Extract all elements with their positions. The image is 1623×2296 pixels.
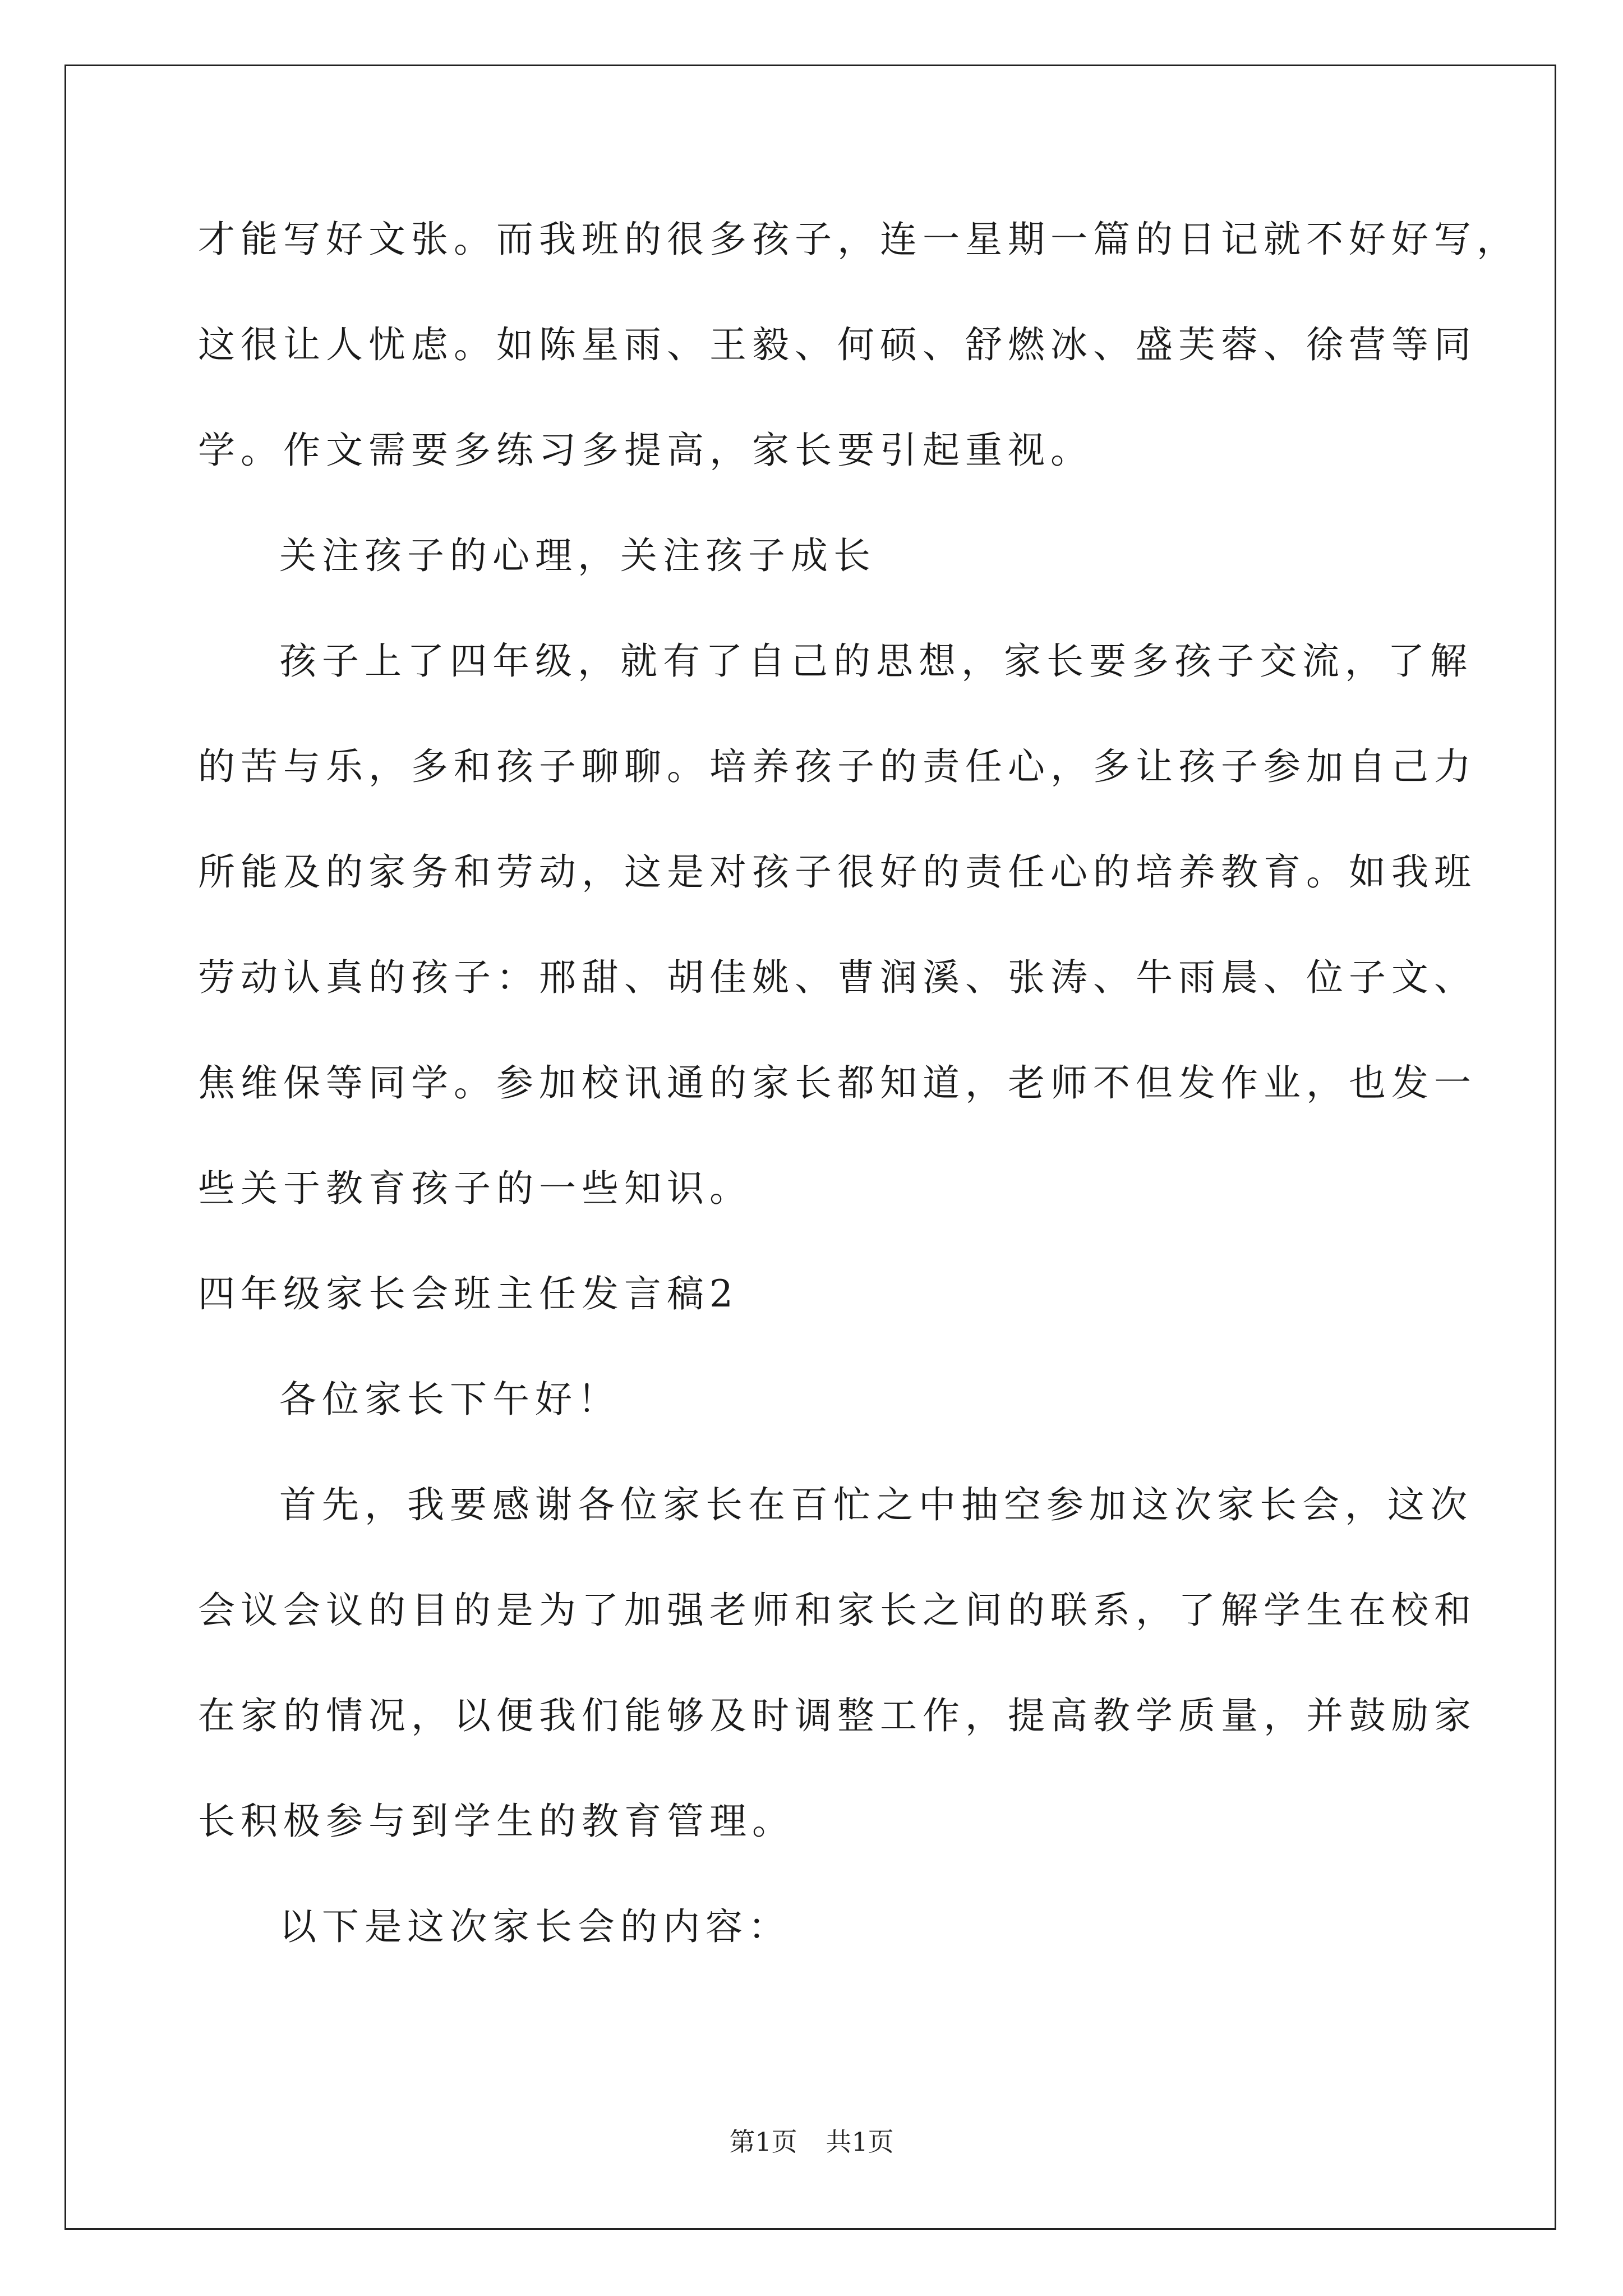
paragraph-line: 才能写好文张。而我班的很多孩子，连一星期一篇的日记就不好好写， [198,218,1519,261]
paragraph-line: 学。作文需要多练习多提高，家长要引起重视。 [198,429,1093,472]
page-number-current: 第1页 [729,2127,797,2157]
paragraph-line: 孩子上了四年级，就有了自己的思想，家长要多孩子交流，了解 [279,639,1473,683]
paragraph-line: 长积极参与到学生的教育管理。 [198,1800,795,1843]
paragraph-line: 在家的情况，以便我们能够及时调整工作，提高教学质量，并鼓励家 [198,1694,1477,1737]
paragraph-line: 焦维保等同学。参加校讯通的家长都知道，老师不但发作业，也发一 [198,1061,1477,1105]
paragraph-line: 这很让人忧虑。如陈星雨、王毅、何硕、舒燃冰、盛芙蓉、徐营等同 [198,323,1477,366]
section-heading: 关注孩子的心理，关注孩子成长 [279,534,876,577]
paragraph-line: 些关于教育孩子的一些知识。 [198,1167,752,1210]
page-footer [0,2126,1623,2157]
paragraph-line: 所能及的家务和劳动，这是对孩子很好的责任心的培养教育。如我班 [198,850,1477,894]
paragraph-line: 会议会议的目的是为了加强老师和家长之间的联系，了解学生在校和 [198,1589,1477,1632]
paragraph-line: 的苦与乐，多和孩子聊聊。培养孩子的责任心，多让孩子参加自己力 [198,745,1477,788]
document-title: 四年级家长会班主任发言稿2 [198,1272,739,1315]
greeting-line: 各位家长下午好！ [279,1378,620,1421]
paragraph-line: 首先，我要感谢各位家长在百忙之中抽空参加这次家长会，这次 [279,1483,1473,1526]
paragraph-line: 以下是这次家长会的内容： [279,1905,791,1948]
paragraph-line: 劳动认真的孩子：邢甜、胡佳姚、曹润溪、张涛、牛雨晨、位子文、 [198,956,1477,999]
page-number-total: 共1页 [826,2127,894,2157]
